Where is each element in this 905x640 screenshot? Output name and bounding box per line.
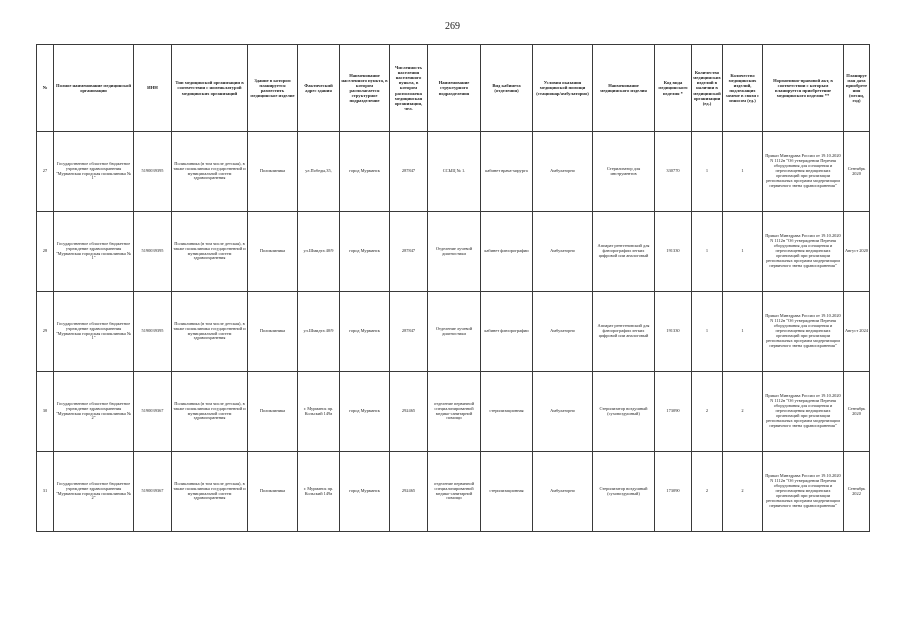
table-cell: город Мурманск bbox=[340, 212, 390, 292]
table-cell: 1 bbox=[692, 212, 723, 292]
table-cell: 5190039395 bbox=[134, 292, 172, 372]
table-cell: Государственное областное бюджетное учреждение здравоохранения "Мурманская городская поликлиника № 1" bbox=[54, 132, 134, 212]
table-cell: кабинет флюорографии bbox=[481, 292, 533, 372]
column-header: Количество медицинских изделий, подлежащих замене в связи с износом (ед.) bbox=[723, 45, 763, 132]
table-cell: Приказ Минздрава России от 19.10.2020 N 1112н "Об утверждении Перечня оборудования для оснащения и переоснащения медицинских организаций при реализации региональных программ модернизации первичного звена здравоохранения" bbox=[763, 212, 844, 292]
table-cell: ССЫЦ № 1. bbox=[428, 132, 481, 212]
table-cell: 173090 bbox=[655, 452, 692, 532]
table-cell: Приказ Минздрава России от 19.10.2020 N 1112н "Об утверждении Перечня оборудования для оснащения и переоснащения медицинских организаций при реализации региональных программ модернизации первичного звена здравоохранения" bbox=[763, 372, 844, 452]
table-cell: 2 bbox=[723, 372, 763, 452]
table-cell: Август 2024 bbox=[844, 292, 870, 372]
table-cell: 31 bbox=[37, 452, 54, 532]
table-cell: Амбулаторно bbox=[533, 452, 593, 532]
table-cell: Стерилизатор воздушный (суховоздушный) bbox=[593, 452, 655, 532]
table-cell: Приказ Минздрава России от 19.10.2020 N 1112н "Об утверждении Перечня оборудования для оснащения и переоснащения медицинских организаций при реализации региональных программ модернизации первичного звена здравоохранения" bbox=[763, 132, 844, 212]
table-cell: Стерилизатор воздушный (суховоздушный) bbox=[593, 372, 655, 452]
table-cell: 1 bbox=[692, 292, 723, 372]
table-cell: 330770 bbox=[655, 132, 692, 212]
column-header: Численность населения населенного пункта, в котором расположена медицинская организация, чел. bbox=[390, 45, 428, 132]
table-cell: отделение первичной специализированной медико-санитарной помощи bbox=[428, 372, 481, 452]
column-header: Условия оказания медицинской помощи (стационар/амбулаторно) bbox=[533, 45, 593, 132]
table-row bbox=[37, 292, 870, 372]
table-cell: 2 bbox=[723, 452, 763, 532]
table-cell: г. Мурманск пр. Кольский 149а bbox=[298, 372, 340, 452]
table-cell: ул.Шмидта 40/9 bbox=[298, 212, 340, 292]
table-cell: Сентябрь 2022 bbox=[844, 452, 870, 532]
column-header: Фактический адрес здания bbox=[298, 45, 340, 132]
table-cell: отделение первичной специализированной медико-санитарной помощи bbox=[428, 452, 481, 532]
table-cell: Сентябрь 2020 bbox=[844, 372, 870, 452]
table-cell: 2 bbox=[692, 372, 723, 452]
table-cell: Поликлиника (в том числе детская), в также поликлиника государственной и муниципальной систем здравоохранения bbox=[172, 212, 248, 292]
table-cell: Поликлиника bbox=[248, 292, 298, 372]
table-cell: 5190039395 bbox=[134, 132, 172, 212]
column-header: Тип медицинской организации в соответствии с номенклатурой медицинских организаций bbox=[172, 45, 248, 132]
table-cell: 5190039367 bbox=[134, 372, 172, 452]
table-cell: ул.Шмидта 40/9 bbox=[298, 292, 340, 372]
table-cell: Приказ Минздрава России от 19.10.2020 N 1112н "Об утверждении Перечня оборудования для оснащения и переоснащения медицинских организаций при реализации региональных программ модернизации первичного звена здравоохранения" bbox=[763, 292, 844, 372]
table-cell: кабинет флюорографии bbox=[481, 212, 533, 292]
table-cell: 292465 bbox=[390, 452, 428, 532]
table-cell: 1 bbox=[723, 292, 763, 372]
table-cell: Государственное областное бюджетное учреждение здравоохранения "Мурманская городская поликлиника № 2" bbox=[54, 452, 134, 532]
column-header: Нормативно-правовой акт, в соответствии с которым планируется приобретение медицинского изделия ** bbox=[763, 45, 844, 132]
table-cell: Поликлиника (в том числе детская), в также поликлиника государственной и муниципальной систем здравоохранения bbox=[172, 292, 248, 372]
table-cell: Поликлиника bbox=[248, 212, 298, 292]
table-cell: Поликлиника bbox=[248, 372, 298, 452]
table-cell: 1 bbox=[692, 132, 723, 212]
table-cell: 30 bbox=[37, 372, 54, 452]
page-number: 269 bbox=[445, 21, 460, 32]
table-cell: Государственное областное бюджетное учреждение здравоохранения "Мурманская городская поликлиника № 2" bbox=[54, 372, 134, 452]
table-cell: Государственное областное бюджетное учреждение здравоохранения "Мурманская городская поликлиника № 1" bbox=[54, 292, 134, 372]
table-cell: Аппарат рентгеновский для флюорографии легких цифровой или аналоговый bbox=[593, 212, 655, 292]
table-cell: 292465 bbox=[390, 372, 428, 452]
table-row bbox=[37, 132, 870, 212]
table-cell: город Мурманск bbox=[340, 372, 390, 452]
column-header: Количество медицинских изделий в наличии в медицинской организации (ед.) bbox=[692, 45, 723, 132]
column-header: Наименование медицинского изделия bbox=[593, 45, 655, 132]
table-cell: 5190039395 bbox=[134, 212, 172, 292]
table-cell: Поликлиника bbox=[248, 452, 298, 532]
table-cell: кабинет врача-хирурга bbox=[481, 132, 533, 212]
table-cell: 191330 bbox=[655, 292, 692, 372]
table-cell: стерилизационная bbox=[481, 372, 533, 452]
table-row bbox=[37, 452, 870, 532]
table-cell: 287847 bbox=[390, 212, 428, 292]
column-header: ИНН bbox=[134, 45, 172, 132]
column-header: Наименование населенного пункта, в котором располагается структурное подразделение bbox=[340, 45, 390, 132]
table-cell: Стерилизатор для инструментов bbox=[593, 132, 655, 212]
table-cell: Поликлиника (в том числе детская), в также поликлиника государственной и муниципальной систем здравоохранения bbox=[172, 372, 248, 452]
equipment-registry-table bbox=[36, 44, 870, 532]
table-cell: Аппарат рентгеновский для флюорографии легких цифровой или аналоговый bbox=[593, 292, 655, 372]
column-header: Наименование структурного подразделения bbox=[428, 45, 481, 132]
table-cell: Август 2020 bbox=[844, 212, 870, 292]
table-cell: город Мурманск bbox=[340, 292, 390, 372]
table-cell: Поликлиника bbox=[248, 132, 298, 212]
column-header: Полное наименование медицинской организации bbox=[54, 45, 134, 132]
table-cell: 27 bbox=[37, 132, 54, 212]
table-cell: Сентябрь 2020 bbox=[844, 132, 870, 212]
table-cell: город Мурманск bbox=[340, 452, 390, 532]
table-cell: стерилизационная bbox=[481, 452, 533, 532]
table-cell: Отделение лучевой диагностики bbox=[428, 212, 481, 292]
table-cell: 287847 bbox=[390, 132, 428, 212]
column-header: № bbox=[37, 45, 54, 132]
table-cell: 1 bbox=[723, 212, 763, 292]
table-cell: 173090 bbox=[655, 372, 692, 452]
table-cell: Поликлиника (в том числе детская), в также поликлиника государственной и муниципальной систем здравоохранения bbox=[172, 452, 248, 532]
table-row bbox=[37, 212, 870, 292]
table-cell: 5190039367 bbox=[134, 452, 172, 532]
table-cell: Поликлиника (в том числе детская), в также поликлиника государственной и муниципальной систем здравоохранения bbox=[172, 132, 248, 212]
column-header: Код вида медицинского изделия * bbox=[655, 45, 692, 132]
column-header: Планируемая дата приобретения (месяц, год) bbox=[844, 45, 870, 132]
table-cell: ул.Победы,35, bbox=[298, 132, 340, 212]
table-cell: Амбулаторно bbox=[533, 292, 593, 372]
table-cell: 29 bbox=[37, 292, 54, 372]
table-cell: город Мурманск bbox=[340, 132, 390, 212]
header-row bbox=[37, 45, 870, 132]
table-row bbox=[37, 372, 870, 452]
table-header bbox=[37, 45, 870, 132]
table-cell: 191330 bbox=[655, 212, 692, 292]
table-cell: 28 bbox=[37, 212, 54, 292]
column-header: Вид кабинета (отделения) bbox=[481, 45, 533, 132]
table-cell: Амбулаторно bbox=[533, 372, 593, 452]
table-cell: 2 bbox=[692, 452, 723, 532]
table-cell: г. Мурманск пр. Кольский 149а bbox=[298, 452, 340, 532]
column-header: Здание в котором планируется разместить медицинское изделие bbox=[248, 45, 298, 132]
table-cell: Амбулаторно bbox=[533, 212, 593, 292]
table-cell: Государственное областное бюджетное учреждение здравоохранения "Мурманская городская поликлиника № 1" bbox=[54, 212, 134, 292]
table-cell: Приказ Минздрава России от 19.10.2020 N 1112н "Об утверждении Перечня оборудования для оснащения и переоснащения медицинских организаций при реализации региональных программ модернизации первичного звена здравоохранения" bbox=[763, 452, 844, 532]
table-body bbox=[37, 132, 870, 532]
table-cell: 1 bbox=[723, 132, 763, 212]
table-cell: Отделение лучевой диагностики bbox=[428, 292, 481, 372]
table-cell: 287847 bbox=[390, 292, 428, 372]
table-cell: Амбулаторно bbox=[533, 132, 593, 212]
